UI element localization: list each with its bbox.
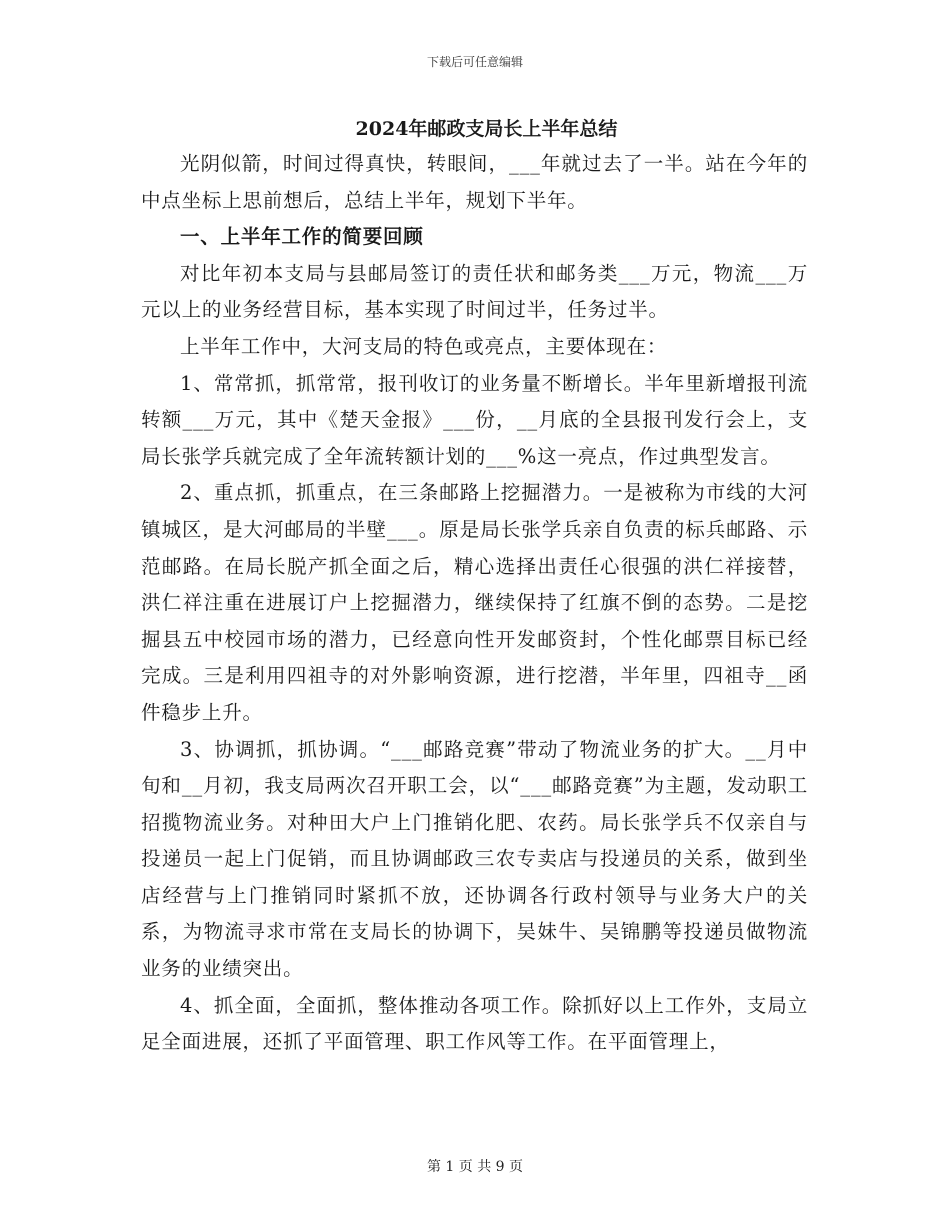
- page-number-footer: 第 1 页 共 9 页: [426, 1159, 524, 1175]
- paragraph-item-4: 4、抓全面，全面抓，整体推动各项工作。除抓好以上工作外，支局立足全面进展，还抓了平面管理、职工作风等工作。在平面管理上，: [141, 993, 808, 1054]
- paragraph-item-3: 3、协调抓，抓协调。“___邮路竞赛”带动了物流业务的扩大。__月中旬和__月初，我支局两次召开职工会，以“___邮路竞赛”为主题，发动职工招揽物流业务。对种田大户上门推销化肥、农药。局长张学兵不仅亲自与投递员一起上门促销，而且协调邮政三农专卖店与投递员的关系，做到坐店经营与上门推销同时紧抓不放，还协调各行政村领导与业务大户的关系，为物流寻求市常在支局长的协调下，吴妹牛、吴锦鹏等投递员做物流业务的业绩突出。: [141, 737, 808, 981]
- section-heading-review: 一、上半年工作的简要回顾: [180, 225, 424, 249]
- paragraph-item-2: 2、重点抓，抓重点，在三条邮路上挖掘潜力。一是被称为市线的大河镇城区，是大河邮局的半壁___。原是局长张学兵亲自负责的标兵邮路、示范邮路。在局长脱产抓全面之后，精心选择出责任心很强的洪仁祥接替，洪仁祥注重在进展订户上挖掘潜力，继续保持了红旗不倒的态势。二是挖掘县五中校园市场的潜力，已经意向性开发邮资封，个性化邮票目标已经完成。三是利用四祖寺的对外影响资源，进行挖潜，半年里，四祖寺__函件稳步上升。: [141, 481, 808, 724]
- page-header: 下载后可任意编辑: [426, 55, 523, 69]
- intro-paragraph: 光阴似箭，时间过得真快，转眼间，___年就过去了一半。站在今年的中点坐标上思前想后，总结上半年，规划下半年。: [141, 152, 808, 212]
- paragraph-item-1: 1、常常抓，抓常常，报刊收订的业务量不断增长。半年里新增报刊流转额___万元，其中《楚天金报》___份，__月底的全县报刊发行会上，支局长张学兵就完成了全年流转额计划的___%这一亮点，作过典型发言。: [141, 371, 808, 468]
- document-body: [141, 112, 808, 1061]
- paragraph-highlights-intro: 上半年工作中，大河支局的特色或亮点，主要体现在：: [180, 334, 668, 358]
- document-title: 2024年邮政支局长上半年总结: [355, 118, 618, 140]
- paragraph-targets: 对比年初本支局与县邮局签订的责任状和邮务类___万元，物流___万元以上的业务经营目标，基本实现了时间过半，任务过半。: [141, 261, 808, 322]
